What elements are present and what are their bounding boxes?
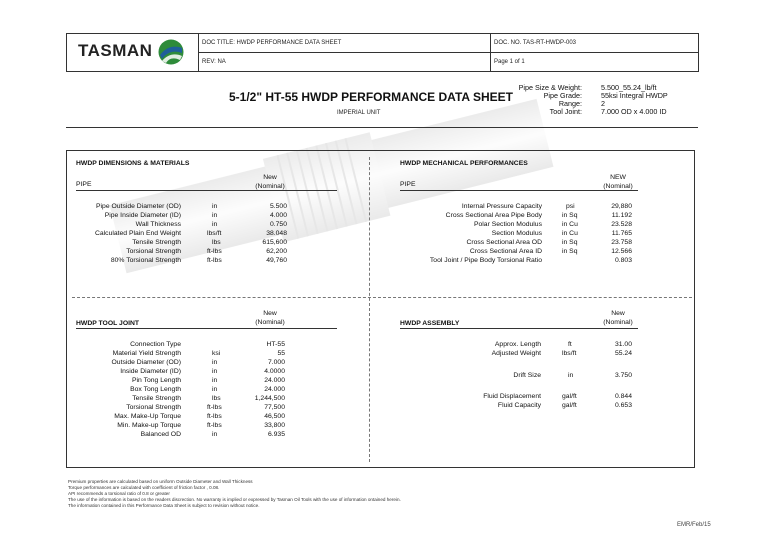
row-label: Internal Pressure Capacity bbox=[461, 203, 542, 210]
row-value: 46,500 bbox=[264, 413, 285, 420]
spec-value: 2 bbox=[601, 99, 605, 108]
row-value: 0.844 bbox=[614, 393, 632, 400]
column-head-line: New bbox=[263, 310, 277, 317]
row-value: 33,800 bbox=[264, 422, 285, 429]
row-value: 49,760 bbox=[266, 257, 287, 264]
row-label: Calculated Plain End Weight bbox=[94, 230, 181, 237]
row-value: 55 bbox=[277, 350, 285, 357]
row-unit: in bbox=[212, 368, 218, 375]
row-label: Tensile Strength bbox=[132, 395, 181, 402]
row-value: 0.750 bbox=[269, 221, 287, 228]
footnotes bbox=[68, 479, 401, 509]
row-value: 1,244,500 bbox=[254, 395, 285, 402]
spec-label: Tool Joint: bbox=[549, 107, 582, 116]
row-unit: in Cu bbox=[562, 221, 578, 228]
row-label: Torsional Strength bbox=[126, 404, 181, 411]
spec-label: Pipe Size & Weight: bbox=[518, 83, 582, 92]
row-value: 5.500 bbox=[269, 203, 287, 210]
footnote: Premium properties are calculated based on uniform Outside Diameter and Wall Thickness bbox=[68, 479, 253, 484]
row-value: 38.048 bbox=[266, 230, 287, 237]
row-label: Max. Make-Up Torque bbox=[114, 413, 181, 420]
column-head-line: (Nominal) bbox=[603, 319, 633, 326]
row-label: Section Modulus bbox=[491, 230, 542, 237]
row-label: Cross Sectional Area OD bbox=[466, 239, 542, 246]
row-unit: lbs bbox=[212, 239, 221, 246]
dimensions-pipe-label: PIPE bbox=[76, 181, 92, 188]
revision: REV: NA bbox=[202, 59, 226, 65]
row-label: Pin Tong Length bbox=[131, 377, 181, 384]
row-unit: ft bbox=[568, 341, 572, 348]
row-label: Tool Joint / Pipe Body Torsional Ratio bbox=[429, 257, 542, 264]
mechanical-column-head bbox=[588, 173, 648, 191]
tool-joint-section-title: HWDP TOOL JOINT bbox=[76, 320, 140, 327]
row-label: Outside Diameter (OD) bbox=[111, 359, 181, 366]
row-value: 4.000 bbox=[269, 212, 287, 219]
row-unit: lbs/ft bbox=[207, 230, 222, 237]
row-unit: in Sq bbox=[562, 212, 578, 219]
dimensions-column-head bbox=[240, 173, 300, 191]
row-unit: in bbox=[212, 212, 218, 219]
row-value: 11.765 bbox=[611, 230, 632, 237]
row-unit: psi bbox=[566, 203, 575, 210]
row-label: Adjusted Weight bbox=[491, 350, 541, 357]
column-head-line: (Nominal) bbox=[603, 183, 633, 190]
row-value: HT-55 bbox=[266, 341, 285, 348]
assembly-underline bbox=[400, 328, 638, 329]
row-value: 7.000 bbox=[267, 359, 285, 366]
footnote: Torque performances are calculated with coefficient of friction factor , 0.08. bbox=[68, 485, 220, 490]
row-label: Polar Section Modulus bbox=[473, 221, 542, 228]
doc-number: DOC. NO. TAS-RT-HWDP-003 bbox=[494, 40, 577, 46]
row-unit: ft-lbs bbox=[207, 413, 222, 420]
row-label: Fluid Capacity bbox=[497, 402, 541, 409]
footnote: The information contained in this Performance Data Sheet is subject to revision without notice. bbox=[68, 503, 260, 508]
page-title: 5-1/2" HT-55 HWDP PERFORMANCE DATA SHEET bbox=[229, 90, 513, 104]
row-unit: in bbox=[212, 221, 218, 228]
row-unit: ft-lbs bbox=[207, 257, 222, 264]
mechanical-underline bbox=[400, 190, 638, 191]
row-label: Tensile Strength bbox=[132, 239, 181, 246]
row-value: 55.24 bbox=[614, 350, 632, 357]
row-label: Cross Sectional Area ID bbox=[469, 248, 542, 255]
row-value: 77,500 bbox=[264, 404, 285, 411]
doc-title: DOC TITLE: HWDP PERFORMANCE DATA SHEET bbox=[202, 40, 342, 46]
mechanical-section-title: HWDP MECHANICAL PERFORMANCES bbox=[400, 160, 528, 167]
row-label: Wall Thickness bbox=[135, 221, 181, 228]
row-unit: in bbox=[212, 431, 218, 438]
row-unit: lbs bbox=[212, 395, 221, 402]
footnote: The use of the information is based on the readers discrection. No warranty is implied or expressed by Tasman Oil Tools with the use of information ontained herein. bbox=[68, 497, 401, 502]
row-unit: in Cu bbox=[562, 230, 578, 237]
column-head-line: New bbox=[263, 174, 277, 181]
row-value: 24.000 bbox=[264, 386, 285, 393]
tool-joint-column-head bbox=[240, 309, 300, 327]
company-logo bbox=[78, 41, 152, 61]
title-rule bbox=[66, 127, 698, 128]
row-label: Connection Type bbox=[130, 341, 181, 348]
row-label: Balanced OD bbox=[140, 431, 181, 438]
header-column-divider bbox=[490, 33, 491, 72]
dimensions-underline bbox=[76, 190, 337, 191]
row-label: Fluid Displacement bbox=[483, 393, 541, 400]
row-value: 62,200 bbox=[266, 248, 287, 255]
row-label: 80% Torsional Strength bbox=[110, 257, 181, 264]
row-value: 6.935 bbox=[267, 431, 285, 438]
page-number: Page 1 of 1 bbox=[494, 59, 525, 65]
assembly-section-title: HWDP ASSEMBLY bbox=[400, 320, 460, 327]
row-value: 3.750 bbox=[614, 372, 632, 379]
row-value: 11.192 bbox=[611, 212, 632, 219]
row-label: Pipe Outside Diameter (OD) bbox=[96, 203, 181, 210]
row-label: Approx. Length bbox=[494, 341, 541, 348]
spec-label: Pipe Grade: bbox=[543, 91, 582, 100]
unit-subtitle: IMPERIAL UNIT bbox=[337, 110, 381, 116]
row-unit: in bbox=[212, 386, 218, 393]
row-label: Pipe Inside Diameter (ID) bbox=[104, 212, 181, 219]
column-head-line: (Nominal) bbox=[255, 183, 285, 190]
row-value: 23.528 bbox=[611, 221, 632, 228]
document-code: EMR/Feb/15 bbox=[677, 522, 711, 528]
row-value: 0.653 bbox=[614, 402, 632, 409]
row-unit: in bbox=[212, 377, 218, 384]
column-head-line: New bbox=[611, 310, 625, 317]
row-unit: ft-lbs bbox=[207, 404, 222, 411]
spec-label: Range: bbox=[558, 99, 582, 108]
column-head-line: NEW bbox=[610, 174, 626, 181]
row-value: 23.758 bbox=[611, 239, 632, 246]
column-divider bbox=[369, 157, 370, 462]
column-head-line: (Nominal) bbox=[255, 319, 285, 326]
row-unit: ksi bbox=[212, 350, 221, 357]
footnote: API recommends a torsional ratio of 0.8 or greater bbox=[68, 491, 170, 496]
row-unit: gal/ft bbox=[562, 393, 577, 400]
row-label: Inside Diameter (ID) bbox=[120, 368, 181, 375]
spec-value: 55ksi Integral HWDP bbox=[601, 91, 668, 100]
row-value: 4.0000 bbox=[264, 368, 285, 375]
row-unit: in bbox=[212, 359, 218, 366]
row-unit: lbs/ft bbox=[562, 350, 577, 357]
logo-emblem-icon bbox=[158, 39, 184, 65]
row-unit: in bbox=[568, 372, 574, 379]
header-divider bbox=[199, 52, 699, 53]
section-divider bbox=[72, 297, 692, 298]
tool-joint-underline bbox=[76, 328, 337, 329]
row-unit: ft-lbs bbox=[207, 422, 222, 429]
row-label: Torsional Strength bbox=[126, 248, 181, 255]
row-label: Box Tong Length bbox=[130, 386, 181, 393]
spec-value: 7.000 OD x 4.000 ID bbox=[601, 107, 667, 116]
assembly-column-head bbox=[588, 309, 648, 327]
spec-value: 5.500_55.24_lb/ft bbox=[601, 83, 657, 92]
row-label: Drift Size bbox=[513, 372, 541, 379]
row-value: 31.00 bbox=[614, 341, 632, 348]
row-unit: gal/ft bbox=[562, 402, 577, 409]
logo-text: TASMAN bbox=[78, 41, 153, 60]
row-label: Cross Sectional Area Pipe Body bbox=[445, 212, 542, 219]
row-value: 24.000 bbox=[264, 377, 285, 384]
row-label: Material Yield Strength bbox=[112, 350, 181, 357]
row-value: 12.566 bbox=[611, 248, 632, 255]
row-unit: ft-lbs bbox=[207, 248, 222, 255]
row-value: 0.803 bbox=[614, 257, 632, 264]
row-unit: in Sq bbox=[562, 248, 578, 255]
mechanical-pipe-label: PIPE bbox=[400, 181, 416, 188]
row-label: Min. Make-up Torque bbox=[117, 422, 181, 429]
row-unit: in bbox=[212, 203, 218, 210]
row-value: 615,600 bbox=[262, 239, 287, 246]
row-value: 29,880 bbox=[611, 203, 632, 210]
dimensions-section-title: HWDP DIMENSIONS & MATERIALS bbox=[76, 160, 190, 167]
row-unit: in Sq bbox=[562, 239, 578, 246]
